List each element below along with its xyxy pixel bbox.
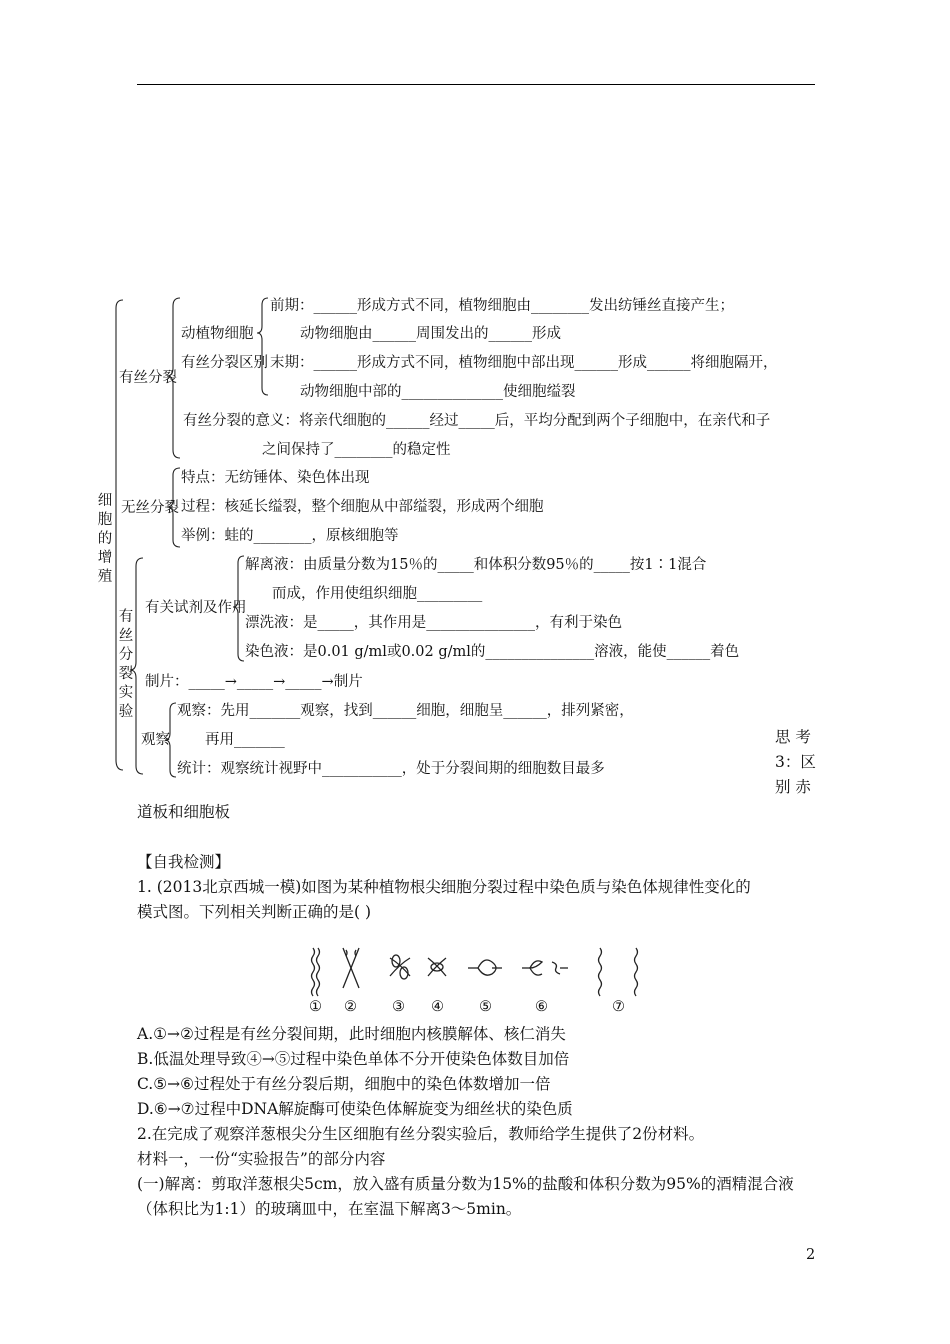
telophase-line-1: 末期：______形成方式不同，植物细胞中部出现______形成______将细胞隔开， — [270, 355, 778, 371]
mitosis-label: 有丝分裂 — [119, 370, 177, 386]
dissociation-line-1: 解离液：由质量分数为15％的_____和体积分数95％的_____按1∶1混合 — [245, 557, 707, 573]
figure-label-1: ① — [309, 999, 322, 1015]
telophase-line-2: 动物细胞中部的______________使细胞缢裂 — [300, 384, 576, 400]
observe-line-1: 观察：先用_______观察，找到______细胞，细胞呈______，排列紧密， — [177, 703, 634, 719]
figure-label-2: ② — [344, 999, 357, 1015]
stain-line: 染色液：是0.01 g/ml或0.02 g/ml的_______________溶液，能使______着色 — [245, 644, 740, 660]
observe-line-2: 再用_______ — [205, 732, 285, 748]
q2-line-3: (一)解离：剪取洋葱根尖5cm，放入盛有质量分数为15%的盐酸和体积分数为95%的酒精混合液 — [137, 1175, 794, 1193]
figure-label-6: ⑥ — [535, 999, 548, 1015]
observe-label: 观察 — [141, 732, 170, 748]
q2-line-2: 材料一，一份“实验报告”的部分内容 — [137, 1150, 386, 1168]
figure-label-5: ⑤ — [479, 999, 492, 1015]
statistic-line: 统计：观察统计视野中___________，处于分裂间期的细胞数目最多 — [177, 761, 605, 777]
dissociation-line-2: 而成，作用使组织细胞_________ — [272, 586, 483, 602]
think-line-4: 道板和细胞板 — [137, 803, 231, 821]
root-label: 细胞的增殖 — [97, 493, 113, 585]
think-line-2: 3：区 — [775, 753, 816, 771]
q1-line-1: 1. (2013北京西城一模)如图为某种植物根尖细胞分裂过程中染色质与染色体规律性变化的 — [137, 878, 751, 896]
slide-line: 制片：_____→_____→_____→制片 — [145, 674, 363, 690]
option-c: C.⑤→⑥过程处于有丝分裂后期，细胞中的染色体数增加一倍 — [137, 1075, 551, 1093]
amitosis-process: 过程：核延长缢裂，整个细胞从中部缢裂，形成两个细胞 — [181, 499, 544, 515]
option-b: B.低温处理导致④→⑤过程中染色单体不分开使染色体数目加倍 — [137, 1050, 570, 1068]
prophase-line-2: 动物细胞由______周围发出的______形成 — [300, 326, 561, 342]
selftest-heading: 【自我检测】 — [137, 853, 231, 871]
mitosis-meaning-line-1: 有丝分裂的意义：将亲代细胞的______经过_____后，平均分配到两个子细胞中，在亲代和子 — [183, 413, 771, 429]
amitosis-feature: 特点：无纺锤体、染色体出现 — [181, 470, 370, 486]
option-a: A.①→②过程是有丝分裂间期，此时细胞内核膜解体、核仁消失 — [137, 1025, 566, 1043]
mitosis-meaning-line-2: 之间保持了________的稳定性 — [262, 442, 451, 458]
mitosis-diff-label: 有丝分裂区别 — [181, 355, 268, 371]
q2-line-1: 2.在完成了观察洋葱根尖分生区细胞有丝分裂实验后，教师给学生提供了2份材料。 — [137, 1125, 705, 1143]
experiment-label: 有丝分裂实验 — [118, 609, 134, 720]
figure-label-3: ③ — [392, 999, 405, 1015]
plant-animal-label: 动植物细胞 — [181, 326, 254, 342]
q1-line-2: 模式图。下列相关判断正确的是( ) — [137, 903, 372, 921]
option-d: D.⑥→⑦过程中DNA解旋酶可使染色体解旋变为细丝状的染色质 — [137, 1100, 573, 1118]
figure-label-7: ⑦ — [612, 999, 625, 1015]
q2-line-4: （体积比为1:1）的玻璃皿中，在室温下解离3～5min。 — [137, 1200, 522, 1218]
think-line-1: 思 考 — [775, 728, 811, 746]
reagents-label: 有关试剂及作用 — [145, 600, 247, 616]
think-line-3: 别 赤 — [775, 778, 811, 796]
amitosis-example: 举例：蛙的________，原核细胞等 — [181, 528, 399, 544]
page-number: 2 — [806, 1247, 816, 1263]
figure-label-4: ④ — [431, 999, 444, 1015]
prophase-line-1: 前期：______形成方式不同，植物细胞由________发出纺锤丝直接产生； — [270, 298, 734, 314]
amitosis-label: 无丝分裂 — [121, 500, 179, 516]
rinse-line: 漂洗液：是_____，其作用是_______________，有利于染色 — [245, 615, 622, 631]
